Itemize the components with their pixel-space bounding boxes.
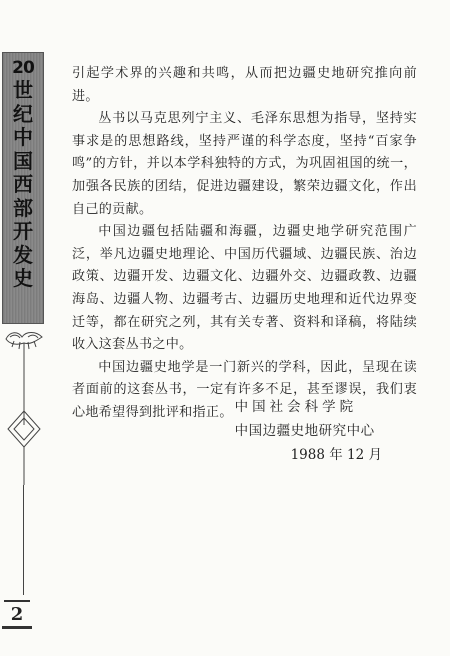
paragraph: 中国边疆史地学是一门新兴的学科，因此，呈现在读者面前的这套丛书，一定有许多不足，甚至谬误，我们衷心地希望得到批评和指正。	[72, 359, 417, 420]
series-title-char: 开	[13, 219, 33, 243]
signature-org-1: 中国社会科学院	[234, 399, 358, 415]
series-title-char: 史	[13, 266, 33, 290]
series-title-char: 纪	[13, 101, 33, 126]
series-title-char: 部	[13, 195, 33, 220]
signature-date: 1988 年 12 月	[290, 447, 382, 463]
vertical-rule	[23, 485, 24, 595]
series-title-char: 发	[13, 242, 33, 267]
series-title	[3, 57, 43, 291]
decorative-ornament-icon	[0, 325, 48, 485]
paragraph: 丛书以马克思列宁主义、毛泽东思想为指导，坚持实事求是的思想路线，坚持严谨的科学态度，坚持“百家争鸣”的方针，并以本学科独特的方式，为巩固祖国的统一，加强各民族的团结，促进边疆建设，繁荣边疆文化，作出自己的贡献。	[72, 111, 417, 217]
paragraph: 中国边疆包括陆疆和海疆，边疆史地学研究范围广泛，举凡边疆史地理论、中国历代疆域、边疆民族、治边政策、边疆开发、边疆文化、边疆外交、边疆政教、边疆海岛、边疆人物、边疆考古、边疆历史地理和近代边界变迁等，都在研究之列，其有关专著、资料和译稿，将陆续收入这套丛书之中。	[72, 224, 417, 353]
signature-block	[235, 395, 382, 467]
body-text	[72, 63, 417, 425]
series-title-char: 世	[13, 78, 33, 102]
series-title-char: 国	[13, 148, 33, 173]
signature-org-2: 中国边疆史地研究中心	[234, 423, 375, 439]
series-title-char: 西	[13, 172, 33, 196]
paragraph: 引起学术界的兴趣和共鸣，从而把边疆史地研究推向前进。	[72, 66, 417, 104]
series-title-char: 20	[12, 58, 34, 78]
page-number-rule	[2, 626, 32, 629]
series-title-band	[2, 52, 44, 324]
series-title-char: 中	[13, 125, 33, 149]
page-number: 2	[4, 600, 30, 628]
